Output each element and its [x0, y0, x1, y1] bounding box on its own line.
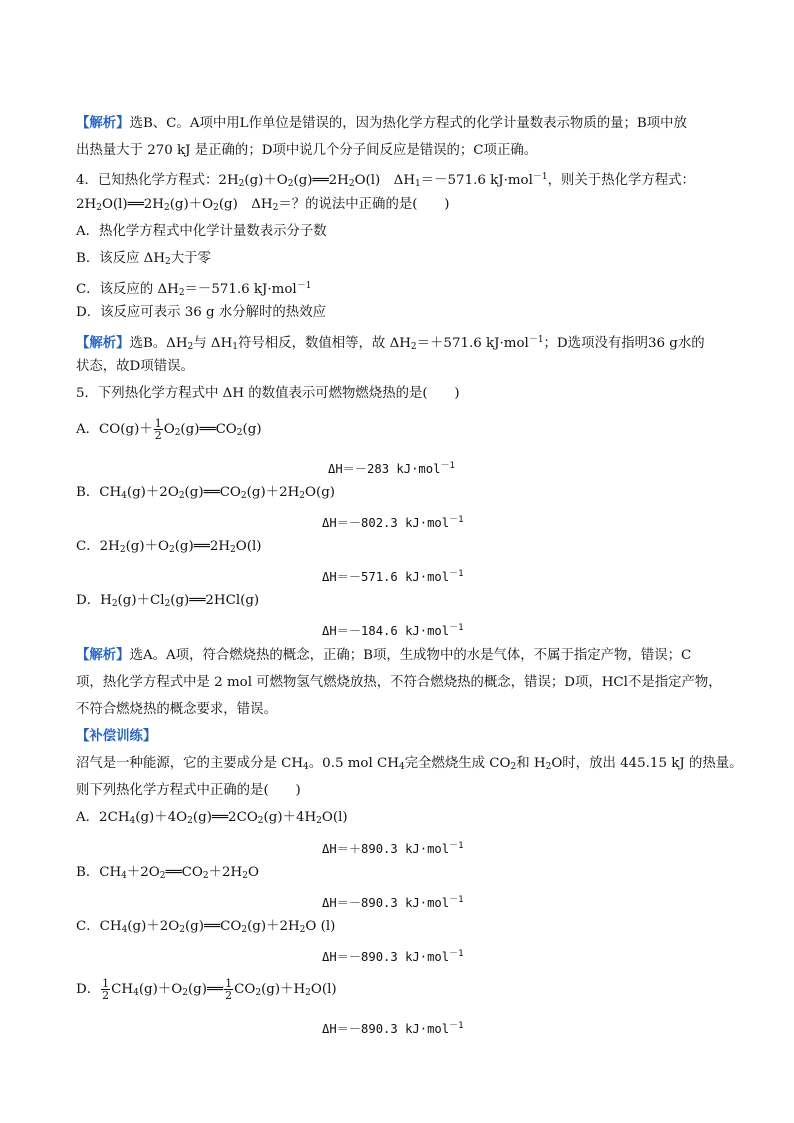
analysis-5-line-2: 项，热化学方程式中是 2 mol 可燃物氢气燃烧放热，不符合燃烧热的概念，错误；D项，HCl不是指定产物，	[76, 675, 722, 690]
question-5-option-d: D．$H_2(g)+Cl_2(g)══2HCl(g)$	[76, 593, 260, 609]
supplementary-title: 【补偿训练】	[76, 729, 157, 744]
analysis-3-line-2: 出热量大于 270 kJ 是正确的；D项中说几个分子间反应是错误的；C项正确。	[76, 143, 538, 158]
question-4-option-c: C．该反应的 $\Delta H_2=-571.6$ kJ·mol$^{-1}$	[76, 281, 312, 298]
question-4-stem-line-1: 4．已知热化学方程式：$2H_2(g)+O_2(g)══2H_2O(l)$ $\Delta H_1=-571.6$ kJ·mol$^{-1}$，则关于热化学方程式：	[76, 172, 695, 189]
question-5-option-c-enthalpy: ΔH＝－571.6 kJ·mol$^{-1}$	[322, 569, 464, 584]
analysis-label: 【解析】	[76, 648, 130, 663]
question-5-option-c: C．$2H_2(g)+O_2(g)══2H_2O(l)$	[76, 539, 262, 555]
analysis-3-line-1: 【解析】选B、C。A项中用L作单位是错误的，因为热化学方程式的化学计量数表示物质的量；B项中放	[76, 116, 687, 131]
question-5-option-d-enthalpy: ΔH＝－184.6 kJ·mol$^{-1}$	[322, 623, 464, 638]
fraction-one-half: $\frac{1}{2}$	[102, 977, 110, 1002]
question-5-stem: 5．下列热化学方程式中 ΔH 的数值表示可燃物燃烧热的是( )	[76, 386, 460, 401]
supplementary-option-d-enthalpy: ΔH＝－890.3 kJ·mol$^{-1}$	[322, 1021, 464, 1036]
analysis-label: 【解析】	[76, 116, 130, 131]
analysis-label: 【解析】	[76, 336, 130, 351]
supplementary-option-b: B．$CH_4+2O_2══CO_2+2H_2O$	[76, 865, 259, 881]
supplementary-option-d: D． $\frac{1}{2}$ $CH_4(g)+O_2(g)══$ $\frac{1}{2}$ $CO_2(g)+H_2O(l)$	[76, 977, 337, 1002]
fraction-one-half: $\frac{1}{2}$	[225, 977, 233, 1002]
question-4-option-b: B．该反应 $\Delta H_2$大于零	[76, 251, 211, 267]
analysis-4-line-2: 状态，故D项错误。	[76, 359, 194, 374]
question-5-option-b-enthalpy: ΔH＝－802.3 kJ·mol$^{-1}$	[322, 515, 464, 530]
fraction-one-half: $\frac{1}{2}$	[154, 417, 162, 442]
question-4-option-d: D．该反应可表示 36 g 水分解时的热效应	[76, 305, 326, 320]
supplementary-option-a-enthalpy: ΔH＝＋890.3 kJ·mol$^{-1}$	[322, 841, 464, 856]
analysis-5-line-3: 不符合燃烧热的概念要求，错误。	[76, 702, 277, 717]
question-5-option-a: A．CO(g)＋ $\frac{1}{2}$ $O_2(g)══CO_2(g)$	[76, 417, 262, 442]
supplementary-stem-line-1: 沼气是一种能源，它的主要成分是 $CH_4$。0.5 mol $CH_4$完全燃烧生成 $CO_2$和 $H_2O$时，放出 445.15 kJ 的热量。	[76, 756, 743, 772]
supplementary-option-a: A．$2CH_4(g)+4O_2(g)══2CO_2(g)+4H_2O(l)$	[76, 810, 348, 826]
analysis-5-line-1: 【解析】选A。A项，符合燃烧热的概念，正确；B项，生成物中的水是气体，不属于指定产物，错误；C	[76, 648, 692, 663]
supplementary-option-c: C．$CH_4(g)+2O_2(g)══CO_2(g)+2H_2O$ (l)	[76, 919, 336, 935]
question-4-option-a: A．热化学方程式中化学计量数表示分子数	[76, 224, 327, 239]
question-5-option-a-enthalpy: ΔH＝－283 kJ·mol$^{-1}$	[328, 461, 455, 476]
supplementary-option-c-enthalpy: ΔH＝－890.3 kJ·mol$^{-1}$	[322, 949, 464, 964]
analysis-4-line-1: 【解析】选B。$\Delta H_2$与 $\Delta H_1$符号相反，数值相等，故 $\Delta H_2=+571.6$ kJ·mol$^{-1}$；D选项没有指明36 g水的	[76, 335, 705, 352]
supplementary-stem-line-2: 则下列热化学方程式中正确的是( )	[76, 783, 301, 798]
question-4-stem-line-2: $2H_2O(l)══2H_2(g)+O_2(g)$ $\Delta H_2=$？的说法中正确的是( )	[76, 197, 450, 213]
question-5-option-b: B．$CH_4(g)+2O_2(g)══CO_2(g)+2H_2O(g)$	[76, 485, 335, 501]
supplementary-option-b-enthalpy: ΔH＝－890.3 kJ·mol$^{-1}$	[322, 895, 464, 910]
